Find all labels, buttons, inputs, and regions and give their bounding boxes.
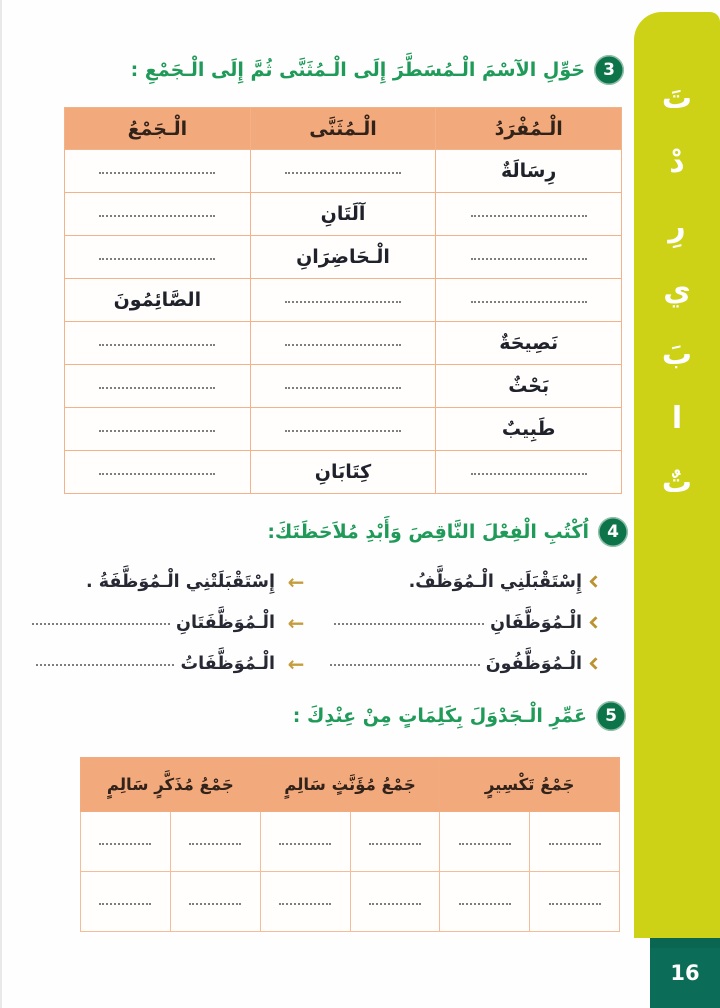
masculine-sentence: الْـمُوَظَّفُونَ bbox=[317, 654, 582, 674]
blank-cell bbox=[65, 236, 251, 279]
blank-cell bbox=[170, 872, 260, 932]
word-cell: الْـحَاضِرَانِ bbox=[250, 236, 436, 279]
blank-dotted-line bbox=[285, 427, 401, 432]
blank-dotted-line bbox=[99, 255, 215, 260]
exercise-number-badge: 4 bbox=[598, 517, 628, 547]
page-number: 16 bbox=[670, 961, 700, 985]
blank-cell bbox=[250, 365, 436, 408]
table-row bbox=[65, 150, 622, 193]
blank-dotted-line bbox=[471, 470, 587, 475]
word-cell: آلَتَانِ bbox=[250, 193, 436, 236]
table-row bbox=[65, 451, 622, 494]
blank-dotted-line bbox=[459, 900, 511, 905]
sidebar-letter: رِ bbox=[668, 209, 686, 244]
blank-dotted-line bbox=[99, 840, 151, 845]
blank-dotted-line bbox=[99, 341, 215, 346]
blank-cell bbox=[350, 872, 440, 932]
exercises-sidebar bbox=[634, 12, 720, 938]
table-row bbox=[65, 279, 622, 322]
blank-cell bbox=[440, 812, 530, 872]
blank-dotted-line bbox=[36, 661, 174, 666]
exercise-4-list bbox=[65, 563, 600, 682]
blank-cell bbox=[260, 872, 350, 932]
table-header-row bbox=[65, 108, 622, 150]
table-row bbox=[65, 365, 622, 408]
blank-dotted-line bbox=[471, 255, 587, 260]
blank-cell bbox=[530, 872, 620, 932]
blank-cell bbox=[260, 812, 350, 872]
blank-dotted-line bbox=[99, 427, 215, 432]
word-cell: بَحْثٌ bbox=[436, 365, 622, 408]
column-header-feminine-plural: جَمْعُ مُؤَنَّثٍ سَالِمٍ bbox=[260, 758, 440, 812]
blank-dotted-line bbox=[285, 384, 401, 389]
exercise-5-header bbox=[293, 701, 626, 731]
sidebar-letter: ا bbox=[671, 401, 683, 436]
blank-cell bbox=[250, 408, 436, 451]
blank-dotted-line bbox=[549, 840, 601, 845]
exercise-number-badge: 3 bbox=[594, 55, 624, 85]
word-cell: نَصِيحَةٌ bbox=[436, 322, 622, 365]
blank-cell bbox=[65, 150, 251, 193]
blank-dotted-line bbox=[189, 840, 241, 845]
arrow-left-icon: ← bbox=[287, 651, 305, 676]
list-item bbox=[65, 563, 600, 600]
column-header-broken-plural: جَمْعُ تَكْسِيرٍ bbox=[440, 758, 620, 812]
blank-cell bbox=[65, 408, 251, 451]
word-cell: كِتَابَانِ bbox=[250, 451, 436, 494]
table-row bbox=[65, 408, 622, 451]
blank-dotted-line bbox=[330, 661, 480, 666]
sidebar-letter: بَ bbox=[661, 337, 693, 372]
blank-dotted-line bbox=[189, 900, 241, 905]
table-row bbox=[65, 236, 622, 279]
blank-cell bbox=[81, 872, 171, 932]
exercise-5-title: عَمِّرِ الْـجَدْوَلَ بِكَلِمَاتٍ مِنْ عِنْدِكَ : bbox=[292, 705, 587, 727]
feminine-sentence: الْـمُوَظَّفَاتُ bbox=[36, 654, 275, 674]
blank-cell bbox=[250, 279, 436, 322]
blank-dotted-line bbox=[285, 341, 401, 346]
column-header-masculine-plural: جَمْعُ مُذَكَّرٍ سَالِمٍ bbox=[81, 758, 261, 812]
table-row bbox=[65, 193, 622, 236]
blank-dotted-line bbox=[334, 620, 484, 625]
blank-dotted-line bbox=[369, 900, 421, 905]
blank-dotted-line bbox=[369, 840, 421, 845]
blank-cell bbox=[436, 279, 622, 322]
exercise-number-badge: 5 bbox=[596, 701, 626, 731]
blank-cell bbox=[440, 872, 530, 932]
blank-cell bbox=[350, 812, 440, 872]
column-header-dual: الْـمُثَنَّى bbox=[250, 108, 436, 150]
sidebar-vertical-title bbox=[634, 12, 720, 498]
feminine-sentence: الْـمُوَظَّفَتَانِ bbox=[32, 613, 275, 633]
blank-cell bbox=[250, 150, 436, 193]
blank-cell bbox=[65, 451, 251, 494]
list-item bbox=[65, 645, 600, 682]
exercise-3-title: حَوِّلِ الآسْمَ الْـمُسَطَّرَ إِلَى الْـمُثَنَّى ثُمَّ إِلَى الْـجَمْعِ : bbox=[130, 59, 585, 81]
chevron-left-icon bbox=[582, 659, 600, 668]
blank-cell bbox=[436, 193, 622, 236]
plural-types-table bbox=[80, 757, 620, 932]
blank-dotted-line bbox=[279, 840, 331, 845]
table-row bbox=[81, 812, 620, 872]
blank-cell bbox=[65, 365, 251, 408]
word-cell: طَبِيبٌ bbox=[436, 408, 622, 451]
table-row bbox=[81, 872, 620, 932]
blank-dotted-line bbox=[99, 212, 215, 217]
blank-dotted-line bbox=[471, 298, 587, 303]
blank-cell bbox=[530, 812, 620, 872]
masculine-sentence: الْـمُوَظَّفَانِ bbox=[317, 613, 582, 633]
arrow-left-icon: ← bbox=[287, 569, 305, 594]
blank-dotted-line bbox=[459, 840, 511, 845]
exercise-3-header bbox=[131, 55, 624, 85]
blank-cell bbox=[81, 812, 171, 872]
exercise-4-header bbox=[267, 517, 628, 547]
blank-dotted-line bbox=[32, 620, 170, 625]
word-cell: الصَّائِمُونَ bbox=[65, 279, 251, 322]
blank-dotted-line bbox=[285, 298, 401, 303]
chevron-left-icon bbox=[582, 618, 600, 627]
blank-dotted-line bbox=[279, 900, 331, 905]
blank-cell bbox=[65, 322, 251, 365]
blank-dotted-line bbox=[99, 900, 151, 905]
word-cell: رِسَالَةٌ bbox=[436, 150, 622, 193]
sidebar-letter: تٌ bbox=[661, 465, 693, 500]
column-header-singular: الْـمُفْرَدُ bbox=[436, 108, 622, 150]
column-header-plural: الْـجَمْعُ bbox=[65, 108, 251, 150]
table-row bbox=[65, 322, 622, 365]
table-header-row bbox=[81, 758, 620, 812]
blank-dotted-line bbox=[99, 169, 215, 174]
sidebar-letter: تَ bbox=[661, 81, 693, 116]
masculine-sentence: إِسْتَقْبَلَنِي الْـمُوَظَّفُ. bbox=[408, 571, 582, 592]
blank-dotted-line bbox=[99, 470, 215, 475]
arrow-left-icon: ← bbox=[287, 610, 305, 635]
list-item bbox=[65, 604, 600, 641]
blank-cell bbox=[170, 812, 260, 872]
blank-dotted-line bbox=[285, 169, 401, 174]
exercise-4-title: اُكْتُبِ الْفِعْلَ النَّاقِصَ وَأَبْدِ مُلاَحَظَتَكَ: bbox=[267, 521, 589, 543]
feminine-sentence: إِسْتَقْبَلَتْنِي الْـمُوَظَّفَةُ . bbox=[85, 571, 275, 592]
blank-cell bbox=[65, 193, 251, 236]
blank-cell bbox=[436, 451, 622, 494]
chevron-left-icon bbox=[582, 577, 600, 586]
blank-dotted-line bbox=[471, 212, 587, 217]
blank-cell bbox=[250, 322, 436, 365]
singular-dual-plural-table bbox=[64, 107, 622, 494]
blank-dotted-line bbox=[99, 384, 215, 389]
sidebar-letter: دْ bbox=[669, 145, 685, 180]
blank-dotted-line bbox=[549, 900, 601, 905]
page-number-box bbox=[650, 938, 720, 1008]
sidebar-letter: ي bbox=[663, 273, 691, 308]
blank-cell bbox=[436, 236, 622, 279]
